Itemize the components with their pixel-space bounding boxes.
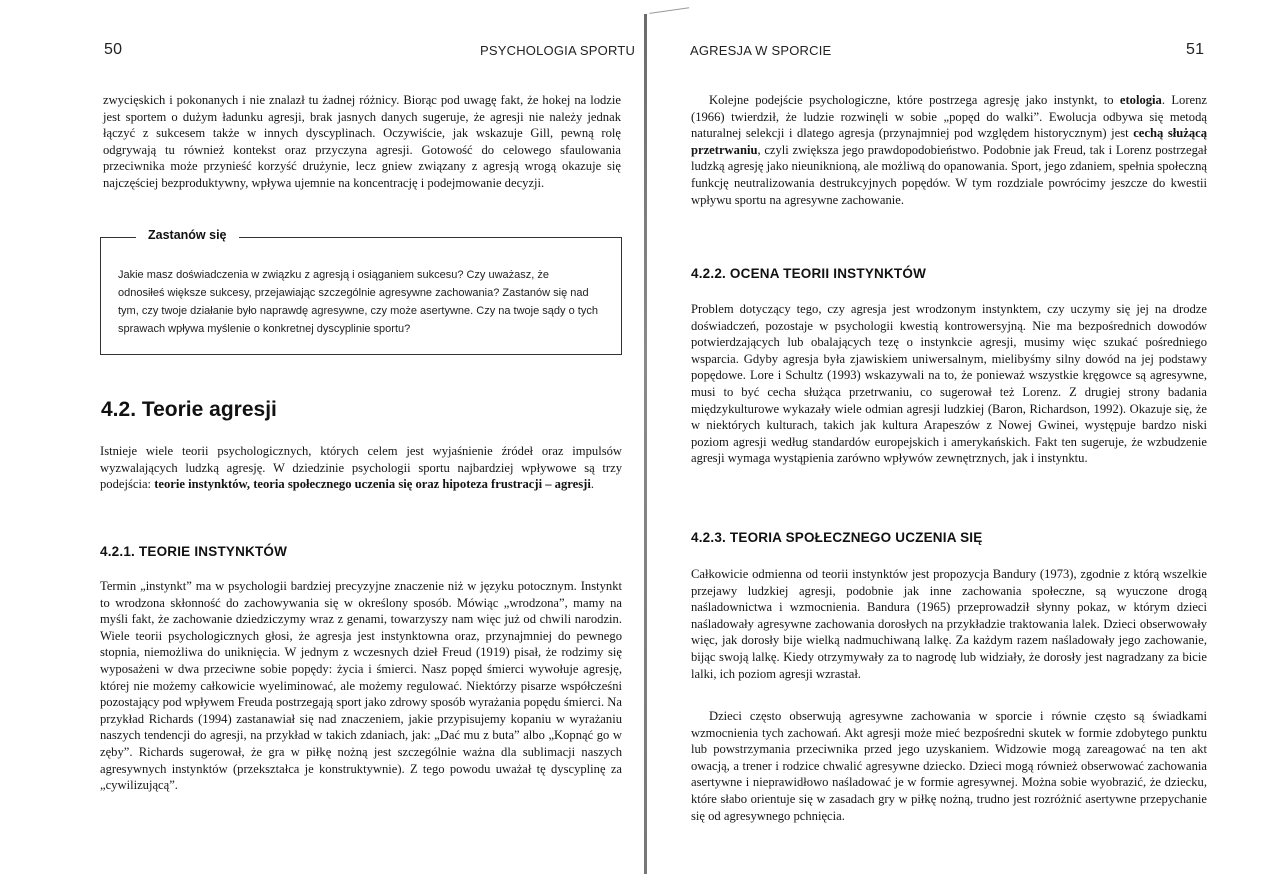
left-page-number: 50 bbox=[104, 41, 123, 58]
section-paragraph-start: Istnieje wiele teorii psychologicznych, których celem jest wyjaśnienie źródeł oraz impulsów wyzwalających ludzką agresję. W dziedzinie psychologii sportu najbardziej wpływowe są trzy podejścia: bbox=[100, 444, 622, 492]
children-observation-paragraph: Dzieci często obserwują agresywne zachowania w sporcie i równie często są świadkami wzmocnienia tych zachowań. Akt agresji może mieć bezpośredni skutek w formie zdobytego punktu lub powstrzymania przeciwnika przed jego uzyskaniem. Widzowie mogą zareagować na ten akt owacją, a trener i rodzice chwalić agresywne dziecko. Dzieci mogą również obserwować zachowania asertywne i nieprawidłowo naśladować je w formie agresywnej. Można sobie wyobrazić, że dziecku, które słabo orientuje się w zasadach gry w piłkę nożną, trudno jest rozróżnić asertywne przepychanie się od agresywnego pchnięcia. bbox=[691, 709, 1207, 823]
instinct-evaluation-paragraph: Problem dotyczący tego, czy agresja jest wrodzonym instynktem, czy uczymy się jej na drodze doświadczeń, pozostaje w psychologii kwestią kontrowersyjną. Nie ma bezpośrednich dowodów potwierdzających lub obalających tezę o instynkcie agresji, musimy więc szukać pośredniego wsparcia. Gdyby agresja była zjawiskiem uniwersalnym, mielibyśmy silny dowód na jej podstawy popędowe. Lore i Schultz (1993) wskazywali na to, że ponieważ wszystkie kręgowce są agresywne, musi to być cecha służąca przetrwaniu, co sugerował też Lorenz. Z drugiej strony badania międzykulturowe wykazały wiele odmian agresji ludzkiej (Baron, Richardson, 1992). Okazuje się, że w niektórych kulturach, takich jak kultura Arapeszów z Nowej Gwinei, występuje bardzo niski poziom agresji według standardów europejskich i amerykańskich. Fakt ten sugeruje, że wzbudzenie agresji wymaga wystąpienia zarówno wpływów zewnętrznych, jak i instynktu. bbox=[691, 302, 1207, 466]
section-paragraph-end: . bbox=[590, 477, 594, 492]
right-intro-paragraph bbox=[691, 92, 1207, 208]
intro-start: Kolejne podejście psychologiczne, które postrzega agresję jako instynkt, to bbox=[709, 93, 1120, 107]
heading-instinct-evaluation: 4.2.2. OCENA TEORII INSTYNKTÓW bbox=[691, 266, 927, 281]
heading-social-learning: 4.2.3. TEORIA SPOŁECZNEGO UCZENIA SIĘ bbox=[691, 530, 983, 545]
instincts-paragraph: Termin „instynkt” ma w psychologii bardziej precyzyjne znaczenie niż w języku potocznym. Instynkt to wrodzona skłonność do zachowywania się w określony sposób. Mówiąc „wrodzona”, mamy na myśli fakt, że zachowanie dziedziczymy wraz z genami, towarzyszy nam więc już od chwili narodzin. Wiele teorii psychologicznych głosi, że agresja jest instynktowna oraz, przynajmniej do pewnego stopnia, niemożliwa do uniknięcia. W jednym z wczesnych dzieł Freud (1919) pisał, że rodzimy się wyposażeni w dwa przeciwne sobie popędy: życia i śmierci. Nasz popęd śmierci wywołuje agresję, której nie możemy całkowicie wyeliminować, ale możemy regulować. Niektórzy pisarze współcześni pozostający pod wpływem Freuda postrzegają sport jako zdrowy sposób wyrażania popędu śmierci. Na przykład Richards (1994) zastanawiał się nad znaczeniem, jakie przypisujemy kopaniu w wyrażaniu naszych tendencji do agresji, na przykład w takich zdaniach, jak: „Dać mu z buta” albo „Kopnąć go w zęby”. Richards sugerował, że gra w piłkę nożną jest szczególnie ważna dla sublimacji naszych agresywnych instynktów (przekształca je konstruktywnie). Z tego powodu uważał tę dyscyplinę za „cywilizującą”. bbox=[100, 579, 622, 793]
intro-bold-ethology: etologia bbox=[1119, 93, 1162, 107]
left-running-head: PSYCHOLOGIA SPORTU bbox=[480, 43, 636, 58]
intro-mid: . Lorenz (1966) twierdził, że ludzie rozwinęli w sobie „popęd do walki”. Ewolucja odbywa się metodą naturalnej selekcji i dlatego agresja (przynajmniej pod względem historycznym) jest bbox=[691, 93, 1207, 141]
intro-bold-survival: cechą służącą przetrwaniu bbox=[691, 126, 1207, 157]
book-spine bbox=[644, 14, 647, 874]
intro-end: , czyli zwiększa jego prawdopodobieństwo. Podobnie jak Freud, tak i Lorenz postrzegał ludzką agresję jako nieuniknioną, ale możliwą do opanowania. Sport, jego zdaniem, spełnia społeczną funkcję neutralizowania destrukcyjnych popędów. W tym rozdziale powrócimy jeszcze do kwestii wpływu sportu na agresywne zachowanie. bbox=[691, 142, 1207, 207]
reflection-box-text: Jakie masz doświadczenia w związku z agresją i osiąganiem sukcesu? Czy uważasz, że odnosiłeś większe sukcesy, przejawiając szczególnie agresywne zachowania? Zastanów się nad tym, czy twoje działanie było naprawdę agresywne, czy może asertywne. Czy na twoje sądy o tych sprawach wpływa myślenie o konkretnej dyscyplinie sportu? bbox=[118, 269, 598, 335]
social-learning-paragraph: Całkowicie odmienna od teorii instynktów jest propozycja Bandury (1973), zgodnie z którą wszelkie przejawy ludzkiej agresji, podobnie jak inne zachowania społeczne, są wyuczone drogą naśladownictwa i wzmocnienia. Bandura (1965) przeprowadził słynny pokaz, w którym dzieci naśladowały agresywne zachowania dorosłych na przykładzie traktowania lalek. Dzieci obserwowały więc, jak dorosły bije wielką nadmuchiwaną lalkę. Za każdym razem naśladowały jego zachowanie, bijąc swoją lalkę. Kiedy otrzymywały za to nagrodę lub widziały, że dorosły jest nagradzany za bicie lalki, ich poziom agresji wzrastał. bbox=[691, 567, 1207, 681]
section-paragraph-bold: teorie instynktów, teoria społecznego uczenia się oraz hipoteza frustracji – agresji bbox=[154, 477, 591, 492]
right-running-head: AGRESJA W SPORCIE bbox=[690, 43, 832, 58]
right-page-number: 51 bbox=[1186, 41, 1205, 58]
section-paragraph bbox=[100, 443, 622, 493]
left-intro-paragraph: zwycięskich i pokonanych i nie znalazł tu żadnej różnicy. Biorąc pod uwagę fakt, że hokej na lodzie jest sportem o dużym ładunku agresji, brak jasnych danych sugeruje, że agresji nie należy jednak łączyć z sukcesem także w innych dyscyplinach. Oczywiście, jak wskazuje Gill, pewną rolę odgrywają tu również kontekst oraz przyczyna agresji. Gotowość do celowego sfaulowania przeciwnika może przynieść korzyść drużynie, lecz gniew związany z agresją wrogą okazuje się najczęściej bezproduktywny, wpływa ujemnie na koncentrację i podejmowanie decyzji. bbox=[103, 93, 621, 190]
reflection-box-title: Zastanów się bbox=[136, 228, 239, 242]
section-heading: 4.2. Teorie agresji bbox=[101, 398, 277, 421]
subsection-heading-instincts: 4.2.1. TEORIE INSTYNKTÓW bbox=[100, 544, 288, 559]
